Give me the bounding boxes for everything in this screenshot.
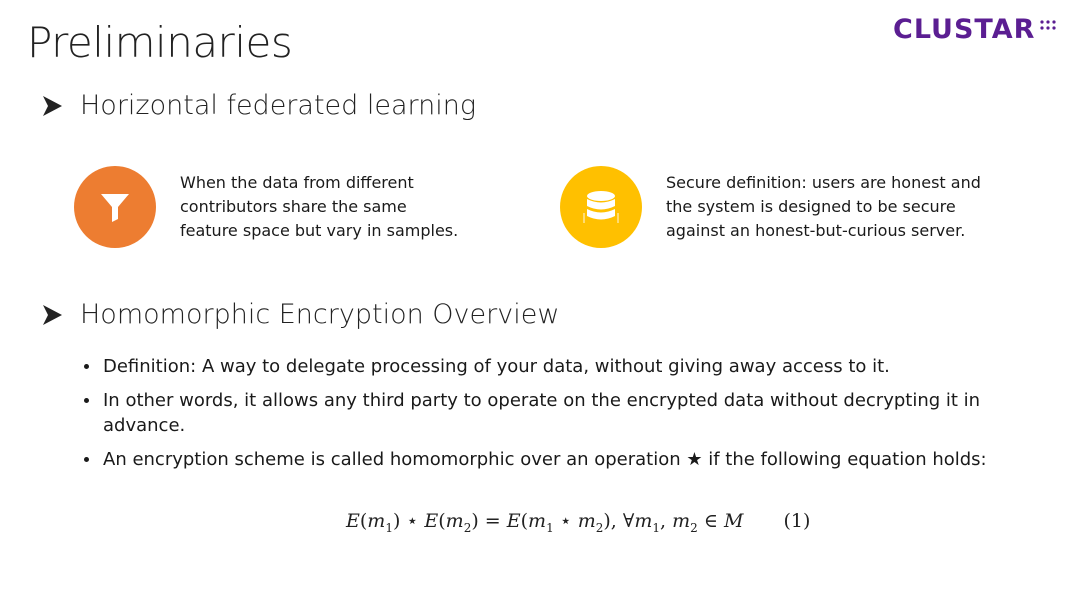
list-item-text: In other words, it allows any third party to operate on the encrypted data without decrypting it in advance. <box>103 390 981 436</box>
homomorphic-equation: $E(m_1)$ ⋆ $E(m_2) = E(m_1$ ⋆ $m_2$), $\forall m_1$, $m_2$ ∈ M (1) <box>346 510 811 535</box>
logo-dots-icon <box>1039 20 1057 32</box>
arrowhead-bullet-icon <box>40 303 64 327</box>
arrowhead-bullet-icon <box>40 94 64 118</box>
bullet-dot-icon <box>84 398 89 403</box>
feature-secure-definition <box>560 166 981 248</box>
section-heading-text: Horizontal federated learning <box>80 90 477 121</box>
section-heading-homomorphic <box>40 299 559 330</box>
list-item <box>80 388 1040 438</box>
bullet-list <box>80 354 1040 481</box>
list-item <box>80 447 1040 472</box>
filter-icon <box>74 166 156 248</box>
database-icon <box>560 166 642 248</box>
section-heading-federated <box>40 90 476 121</box>
list-item-text: An encryption scheme is called homomorphic over an operation ★ if the following equation holds: <box>103 449 987 470</box>
section-heading-text: Homomorphic Encryption Overview <box>80 299 560 330</box>
list-item-text: Definition: A way to delegate processing of your data, without giving away access to it. <box>103 356 890 377</box>
feature-horizontal-data <box>74 166 458 248</box>
list-item <box>80 354 1040 379</box>
logo-text: CLUSTAR <box>893 14 1036 45</box>
bullet-dot-icon <box>84 364 89 369</box>
feature-text: When the data from different contributors share the same feature space but vary in samples. <box>180 173 459 240</box>
bullet-dot-icon <box>84 457 89 462</box>
feature-text: Secure definition: users are honest and the system is designed to be secure against an honest-but-curious server. <box>666 173 981 240</box>
equation-number: (1) <box>783 510 811 532</box>
clustar-logo <box>893 14 1057 45</box>
slide-title: Preliminaries <box>27 18 293 67</box>
